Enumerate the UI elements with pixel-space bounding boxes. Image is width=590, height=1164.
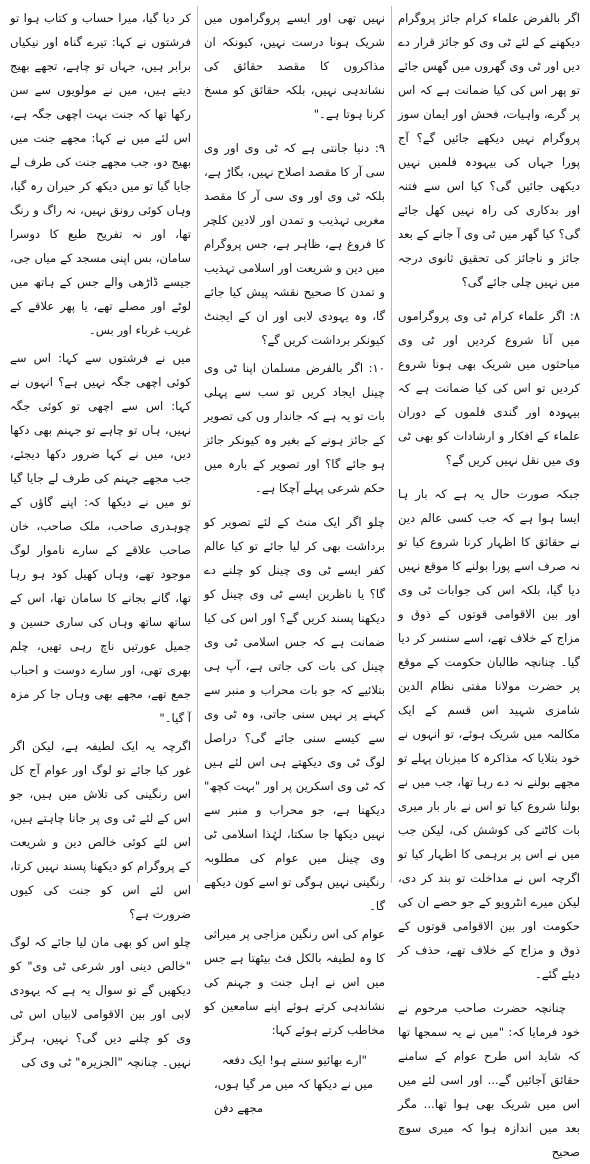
paragraph: کر دیا گیا، میرا حساب و کتاب ہوا تو فرشتوں نے کہا: تیرے گناہ اور نیکیاں برابر ہیں، جہاں تو چاہے، تجھے بھیج دیتے ہیں، میں نے مولویوں سے سن رکھا تھا کہ جنت بہت اچھی جگہ ہے، اس لئے میں نے کہا: مجھے جنت میں بھیج دو، جب مجھے جنت کی طرف لے جایا گیا تو میں دیکھ کر حیران رہ گیا، وہاں کوئی رونق نہیں، نہ راگ و رنگ تھا، اور نہ تفریح طبع کا دوسرا سامان، بس اپنی مسجد کے میاں جی، جیسے ڈاڑھی والے جس کے ہاتھ میں لوٹے اور مصلے تھے، یا پھر علاقے کے غریب غرباء اور بس۔ [10,11,191,337]
column-right [392,6,586,1159]
paragraph: ۹: دنیا جانتی ہے کہ ٹی وی اور وی سی آر کا مقصد اصلاح نہیں، بگاڑ ہے، بلکہ ٹی وی اور وی سی آر کا مقصد مغربی تہذیب و تمدن اور لادین کلچر کا فروغ ہے، ظاہر ہے، جس پروگرام میں دین و شریعت اور اسلامی تہذیب و تمدن کا صحیح نقشہ پیش کیا جائے گا، وہ یہودی لابی اور ان کے ایجنٹ کیونکر برداشت کریں گے؟ [204,141,385,347]
paragraph: جبکہ صورت حال یہ ہے کہ بار ہا ایسا ہوا ہے کہ جب کسی عالم دین نے حقائق کا اظہار کرنا شروع کیا تو نہ صرف اسے پورا بولنے کا موقع نہیں دیا گیا، بلکہ اس کی جوابات ٹی وی اور بین الاقوامی قوتوں کے ذوق و مزاج کے خلاف تھے، اسے سنسر کر دیا گیا۔ چنانچہ طالبان حکومت کے موقع پر حضرت مولانا مفتی نظام الدین شامزی شہید اس قسم کے ایک مکالمہ میں شریک ہوئے، تو انہوں نے خود بتلایا کہ مذاکرہ کا میزبان پہلے تو مجھے بولنے نہ دے رہا تھا، جب میں نے بولنا شروع کیا تو اس نے بار بار میری بات کاٹنے کی کوشش کی، لیکن جب میں نے اس پر برہمی کا اظہار کیا تو اگرچہ اس نے مداخلت تو بند کر دی، لیکن میرے انٹرویو کے جو حصے ان کی حکومت اور بین الاقوامی قوتوں کے ذوق و مزاج کے خلاف تھے، حذف کر دیئے گئے۔ [398,487,580,981]
paragraph: ۸: اگر علماء کرام ٹی وی پروگراموں میں آنا شروع کردیں اور ٹی وی مباحثوں میں شریک بھی ہونا شروع کردیں تو اس کی کیا ضمانت ہے کہ بیہودہ اور گندی فلموں کے دوران علماء کے افکار و ارشادات کو بھی ٹی وی میں نقل نہیں کریں گے؟ [398,309,580,467]
paragraph: عوام کی اس رنگین مزاجی پر میراثی کا وہ لطیفہ بالکل فٹ بیٹھتا ہے جس میں اس نے اہل جنت و جہنم کی نشاندہی کرتے ہوئے اپنے سامعین کو مخاطب کرتے ہوئے کہا: [204,927,385,1037]
paragraph: چلو اس کو بھی مان لیا جائے کہ لوگ "خالص دینی اور شرعی ٹی وی" کو دیکھیں گے تو سوال یہ ہے کہ یہودی لابی اور بین الاقوامی لابیاں اس ٹی وی کو چلنے دیں گی؟ نہیں، ہرگز نہیں۔ چنانچہ "الجزیرہ" ٹی وی کی [10,935,191,1069]
paragraph: نہیں تھی اور ایسے پروگراموں میں شریک ہونا درست نہیں، کیونکہ ان مذاکروں کا مقصد حقائق کی نشاندہی نہیں، بلکہ حقائق کو مسخ کرنا ہوتا ہے۔" [204,11,385,121]
paragraph: چلو اگر ایک منٹ کے لئے تصویر کو برداشت بھی کر لیا جائے تو کیا عالم کفر ایسے ٹی وی چینل کو چلنے دے گا؟ یا ناظرین ایسے ٹی وی چینل کو دیکھنا پسند کریں گے؟ اور اس کی کیا ضمانت ہے کہ جس اسلامی ٹی وی چینل کی بات کی جاتی ہے، آپ ہی بتلائیے کہ جو بات محراب و منبر سے کہنے پر نہیں سنی جاتی، وہ ٹی وی سے کیسے سنی جائے گی؟ دراصل لوگ ٹی وی دیکھتے ہی اس لئے ہیں کہ ٹی وی اسکرین پر اور "بہت کچھ" دیکھنا ہے، جو محراب و منبر سے نہیں دیکھا جا سکتا، لہٰذا اسلامی ٹی وی چینل میں عوام کی مطلوبہ رنگینی نہیں ہوگی تو اسے کون دیکھے گا۔ [204,515,385,913]
verse-line: "ارے بھائیو سنتے ہو! ایک دفعہ [221,1053,368,1067]
paragraph: میں نے فرشتوں سے کہا: اس سے کوئی اچھی جگہ نہیں ہے؟ انہوں نے کہا: اس سے اچھی تو کوئی جگہ نہیں، ہاں تو چاہے تو جہنم بھی دکھا دیں، میں نے کہا ضرور دکھا دیجئے، جب مجھے جہنم کی طرف لے جایا گیا تو میں نے دیکھا کہ: اپنے گاؤں کے چوہدری صاحب، ملک صاحب، خان صاحب علاقے کے سارے ناموار لوگ موجود تھے، وہاں کھیل کود ہو رہا تھا، گانے بجانے کا سامان تھا، اس کے ساتھ ساتھ وہاں کی ساری حسین و جمیل عورتیں ناچ رہی تھیں، چلم بھری تھی، اور سارے دوست و احباب جمع تھے، مجھے بھی وہاں جا کر مزہ آ گیا۔" [10,351,191,725]
quoted-verse [204,1048,385,1120]
verse-line: میں نے دیکھا کہ میں مر گیا ہوں، مجھے دفن [214,1077,374,1115]
column-middle [198,6,392,1115]
text-columns [4,6,586,1159]
column-left [4,6,198,1069]
paragraph: اگر بالفرض علماء کرام جائز پروگرام دیکھنے کے لئے ٹی وی کو جائز قرار دے دیں اور ٹی وی گھروں میں گھس جائے تو پھر اس کی کیا ضمانت ہے کہ اس پر گرے، واہیات، فحش اور ایمان سوز پروگرام نہیں دیکھے جائیں گے؟ آج پورا جہاں کی بیہودہ فلمیں نہیں دیکھی جائیں گی؟ کیا اس سے فتنہ اور بدکاری کی راہ نہیں کھل جائے گی؟ کیا گھر میں ٹی وی آ جانے کے بعد جائز و ناجائز کی تحقیق ثانوی درجہ میں نہیں چلی جائے گی؟ [398,11,580,289]
paragraph: ۱۰: اگر بالفرض مسلمان اپنا ٹی وی چینل ایجاد کریں تو سب سے پہلی بات تو یہ ہے کہ جاندار وں کی تصویر کے جائز ہونے کے بغیر وہ کیونکر جائز ہو جائے گا؟ اور تصویر کے بارہ میں حکم شرعی پہلے آچکا ہے۔ [204,361,385,495]
paragraph: اگرچہ یہ ایک لطیفہ ہے، لیکن اگر غور کیا جائے تو لوگ اور عوام آج کل اس رنگینی کی تلاش میں ہیں، جو اس کے لئے ٹی وی پر جانا چاہتے ہیں، اس لئے کوئی خالص دین و شریعت کے پروگرام کو دیکھنا پسند نہیں کرتا، اس لئے اس کو جنت کی کیوں ضرورت ہے؟ [10,739,191,921]
paragraph: چنانچہ حضرت صاحب مرحوم نے خود فرمایا کہ: "میں نے یہ سمجھا تھا کہ شاید اس طرح عوام کے سامنے حقائق آجائیں گے... اور اسی لئے میں اس میں شریک بھی ہوا تھا... مگر بعد میں اندازہ ہوا کہ میری سوچ صحیح [398,1001,580,1159]
